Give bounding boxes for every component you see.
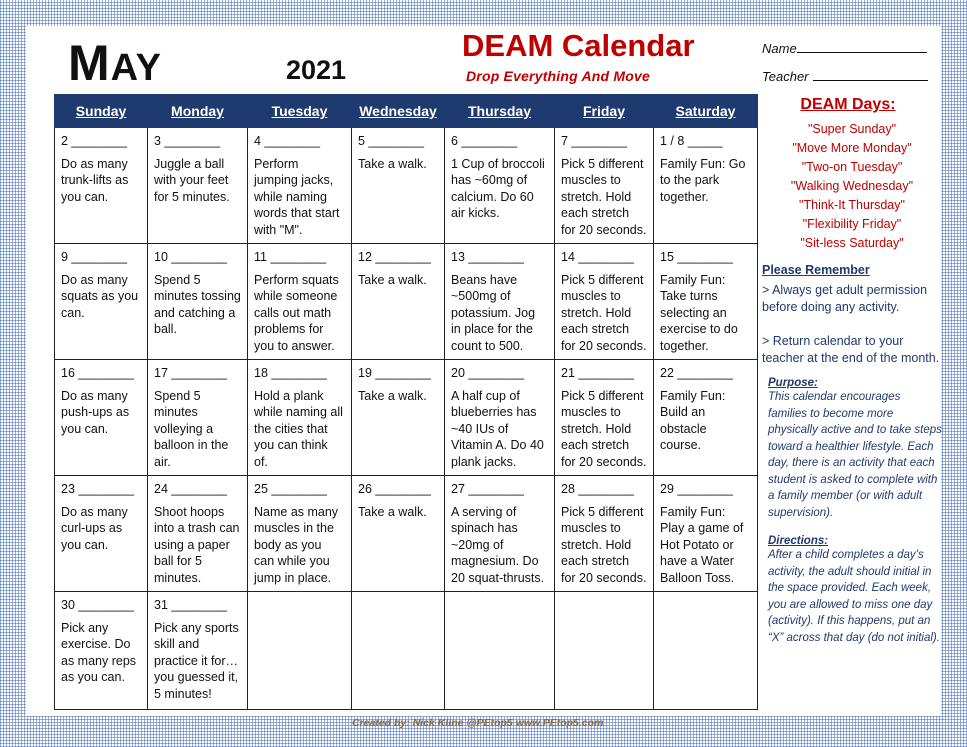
day-number-initial-blank: 26 ________ <box>358 482 431 496</box>
calendar-day-cell[interactable] <box>55 128 148 244</box>
calendar-day-cell[interactable] <box>555 476 654 592</box>
day-activity: Juggle a ball with your feet for 5 minutes. <box>154 156 230 204</box>
weekday-saturday: Saturday <box>654 95 758 128</box>
calendar-day-cell[interactable] <box>352 360 445 476</box>
day-activity: Family Fun: Take turns selecting an exercise to do together. <box>660 272 738 353</box>
weekday-sunday: Sunday <box>55 95 148 128</box>
calendar-day-cell[interactable] <box>555 360 654 476</box>
day-activity: Take a walk. <box>358 504 427 519</box>
deam-day-names <box>762 120 942 253</box>
day-activity: Perform jumping jacks, while naming words that start with "M". <box>254 156 340 237</box>
day-number-initial-blank: 3 ________ <box>154 134 221 148</box>
day-activity: Take a walk. <box>358 272 427 287</box>
month-rest: AY <box>110 47 162 89</box>
day-activity: Do as many trunk-lifts as you can. <box>61 156 129 204</box>
day-number-initial-blank: 24 ________ <box>154 482 227 496</box>
day-number-initial-blank: 10 ________ <box>154 250 227 264</box>
day-number-initial-blank: 20 ________ <box>451 366 524 380</box>
day-activity: Take a walk. <box>358 156 427 171</box>
day-number-initial-blank: 13 ________ <box>451 250 524 264</box>
calendar-day-cell[interactable] <box>148 360 248 476</box>
day-number-initial-blank: 25 ________ <box>254 482 327 496</box>
purpose-title: Purpose: <box>768 377 818 389</box>
day-activity: Family Fun: Go to the park together. <box>660 156 746 204</box>
deam-subtitle: Drop Everything And Move <box>466 68 650 84</box>
weekday-tuesday: Tuesday <box>248 95 352 128</box>
calendar-day-cell[interactable] <box>445 244 555 360</box>
calendar-body <box>55 128 758 710</box>
calendar-day-cell[interactable] <box>55 476 148 592</box>
calendar-day-cell[interactable] <box>654 360 758 476</box>
day-number-initial-blank: 2 ________ <box>61 134 128 148</box>
day-activity: Do as many push-ups as you can. <box>61 388 130 436</box>
day-activity: Family Fun: Play a game of Hot Potato or have a Water Balloon Toss. <box>660 504 744 585</box>
weekday-thursday: Thursday <box>445 95 555 128</box>
day-number-initial-blank: 11 ________ <box>254 250 327 264</box>
calendar-grid <box>54 94 758 710</box>
calendar-day-cell[interactable] <box>248 128 352 244</box>
day-number-initial-blank: 5 ________ <box>358 134 425 148</box>
day-activity: Take a walk. <box>358 388 427 403</box>
calendar-day-cell[interactable] <box>148 592 248 710</box>
calendar-week-row <box>55 360 758 476</box>
deam-day-name: "Think-It Thursday" <box>799 198 905 212</box>
month-title <box>68 35 162 91</box>
name-label: Name <box>762 41 797 56</box>
day-activity: Pick any sports skill and practice it for… you guessed it, 5 minutes! <box>154 620 239 701</box>
calendar-week-row <box>55 244 758 360</box>
calendar-day-cell[interactable] <box>148 128 248 244</box>
day-number-initial-blank: 4 ________ <box>254 134 321 148</box>
day-number-initial-blank: 21 ________ <box>561 366 634 380</box>
calendar-week-row <box>55 592 758 710</box>
day-number-initial-blank: 27 ________ <box>451 482 524 496</box>
day-number-initial-blank: 18 ________ <box>254 366 327 380</box>
day-number-initial-blank: 28 ________ <box>561 482 634 496</box>
deam-day-name: "Flexibility Friday" <box>802 217 902 231</box>
calendar-day-cell[interactable] <box>352 128 445 244</box>
day-number-initial-blank: 31 ________ <box>154 598 227 612</box>
day-activity: A half cup of blueberries has ~40 IUs of Vitamin A. Do 40 plank jacks. <box>451 388 544 469</box>
day-activity: Pick 5 different muscles to stretch. Hold each stretch for 20 seconds. <box>561 388 647 469</box>
year-label: 2021 <box>286 55 347 85</box>
calendar-day-cell[interactable] <box>555 244 654 360</box>
calendar-day-cell[interactable] <box>654 592 758 710</box>
day-number-initial-blank: 6 ________ <box>451 134 518 148</box>
day-activity: Hold a plank while naming all the cities that you can think of. <box>254 388 343 469</box>
day-activity: Do as many squats as you can. <box>61 272 139 320</box>
directions-text: After a child completes a day’s activity, the adult should initial in the space provided. Each week, you are allowed to miss one day (activity). If this happens, put an “X” across that day (do not initial). <box>768 549 940 644</box>
day-number-initial-blank: 16 ________ <box>61 366 134 380</box>
calendar-day-cell[interactable] <box>248 360 352 476</box>
day-number-initial-blank: 1 / 8 _____ <box>660 134 723 148</box>
day-number-initial-blank: 15 ________ <box>660 250 733 264</box>
calendar-day-cell[interactable] <box>248 476 352 592</box>
day-activity: A serving of spinach has ~20mg of magnesium. Do 20 squat-thrusts. <box>451 504 545 585</box>
teacher-field[interactable] <box>762 68 928 84</box>
day-activity: Pick 5 different muscles to stretch. Hold each stretch for 20 seconds. <box>561 272 647 353</box>
calendar-week-row <box>55 128 758 244</box>
teacher-label: Teacher <box>762 69 809 84</box>
calendar-day-cell[interactable] <box>445 128 555 244</box>
month-initial: M <box>68 35 111 91</box>
day-activity: Name as many muscles in the body as you can while you jump in place. <box>254 504 339 585</box>
remember-item: > Always get adult permission before doing any activity. <box>762 283 928 314</box>
day-number-initial-blank: 29 ________ <box>660 482 733 496</box>
weekday-wednesday: Wednesday <box>352 95 445 128</box>
day-number-initial-blank: 14 ________ <box>561 250 634 264</box>
calendar-day-cell[interactable] <box>55 244 148 360</box>
day-number-initial-blank: 17 ________ <box>154 366 227 380</box>
directions-title: Directions: <box>768 535 829 547</box>
day-number-initial-blank: 7 ________ <box>561 134 628 148</box>
deam-day-name: "Sit-less Saturday" <box>800 236 904 250</box>
deam-day-name: "Super Sunday" <box>807 122 897 136</box>
calendar-day-cell[interactable] <box>248 244 352 360</box>
day-activity: Spend 5 minutes volleying a balloon in the air. <box>154 388 229 469</box>
calendar-day-cell[interactable] <box>148 244 248 360</box>
calendar-day-cell[interactable] <box>55 360 148 476</box>
please-remember-title: Please Remember <box>762 263 870 277</box>
day-number-initial-blank: 22 ________ <box>660 366 733 380</box>
weekday-header-row <box>55 95 758 128</box>
day-number-initial-blank: 19 ________ <box>358 366 431 380</box>
name-field[interactable] <box>762 40 927 56</box>
day-activity: Pick 5 different muscles to stretch. Hold each stretch for 20 seconds. <box>561 504 647 585</box>
name-blank <box>797 40 927 53</box>
calendar-day-cell[interactable] <box>248 592 352 710</box>
calendar-day-cell[interactable] <box>445 592 555 710</box>
day-activity: Perform squats while someone calls out math problems for you to answer. <box>254 272 339 353</box>
calendar-day-cell[interactable] <box>352 244 445 360</box>
sidebar <box>762 96 942 646</box>
deam-day-name: "Move More Monday" <box>792 141 912 155</box>
day-activity: Pick any exercise. Do as many reps as you can. <box>61 620 137 684</box>
deam-day-name: "Walking Wednesday" <box>790 179 914 193</box>
day-activity: Family Fun: Build an obstacle course. <box>660 388 726 452</box>
calendar-day-cell[interactable] <box>352 592 445 710</box>
calendar-day-cell[interactable] <box>445 476 555 592</box>
calendar-day-cell[interactable] <box>555 128 654 244</box>
day-number-initial-blank: 12 ________ <box>358 250 431 264</box>
purpose-text: This calendar encourages families to become more physically active and to take steps toward a healthier lifestyle. Each day, there is an activity that each student is asked to complete with a family member (or with adult supervision). <box>768 391 942 519</box>
calendar-day-cell[interactable] <box>654 476 758 592</box>
day-number-initial-blank: 30 ________ <box>61 598 134 612</box>
calendar-day-cell[interactable] <box>555 592 654 710</box>
day-number-initial-blank: 23 ________ <box>61 482 134 496</box>
teacher-blank <box>813 68 928 81</box>
calendar-week-row <box>55 476 758 592</box>
deam-day-name: "Two-on Tuesday" <box>801 160 903 174</box>
day-activity: Pick 5 different muscles to stretch. Hold each stretch for 20 seconds. <box>561 156 647 237</box>
deam-calendar-title: DEAM Calendar <box>462 28 695 63</box>
day-activity: Shoot hoops into a trash can using a paper ball for 5 minutes. <box>154 504 240 585</box>
calendar-day-cell[interactable] <box>445 360 555 476</box>
day-activity: 1 Cup of broccoli has ~60mg of calcium. Do 60 air kicks. <box>451 156 545 220</box>
credits-footer: Created by: Nick Kline @PEtop5 www.PEtop5.com <box>352 717 604 729</box>
day-activity: Spend 5 minutes tossing and catching a ball. <box>154 272 241 336</box>
weekday-monday: Monday <box>148 95 248 128</box>
weekday-friday: Friday <box>555 95 654 128</box>
remember-item: > Return calendar to your teacher at the end of the month. <box>762 334 940 365</box>
deam-days-title: DEAM Days: <box>800 96 896 113</box>
day-number-initial-blank: 9 ________ <box>61 250 128 264</box>
calendar-day-cell[interactable] <box>352 476 445 592</box>
day-activity: Beans have ~500mg of potassium. Jog in place for the count to 500. <box>451 272 536 353</box>
calendar-day-cell[interactable] <box>654 244 758 360</box>
calendar-day-cell[interactable] <box>55 592 148 710</box>
day-activity: Do as many curl-ups as you can. <box>61 504 128 552</box>
calendar-day-cell[interactable] <box>148 476 248 592</box>
calendar-day-cell[interactable] <box>654 128 758 244</box>
